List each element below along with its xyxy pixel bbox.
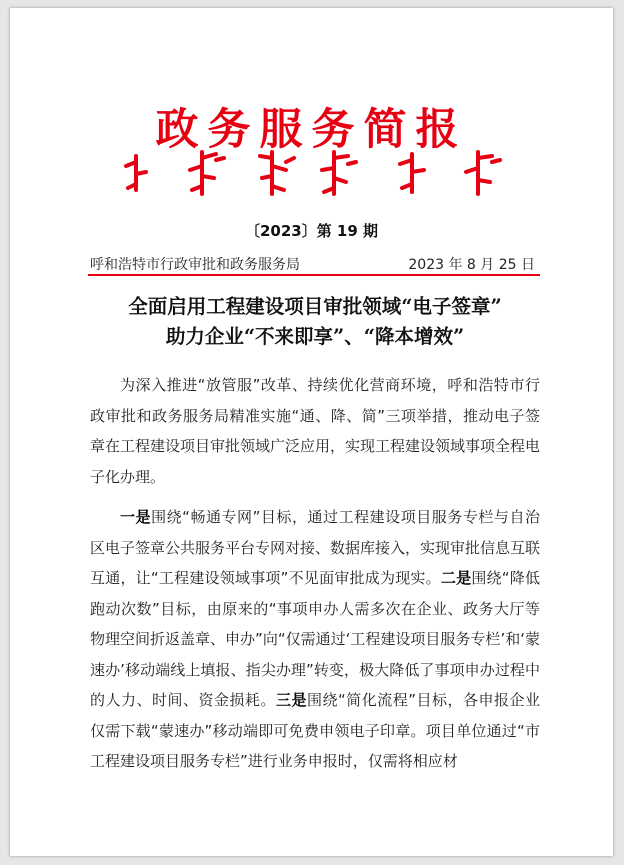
masthead-title: 政务服务简报 (155, 105, 468, 155)
measure-text-1: 围绕“畅通专网”目标，通过工程建设项目服务专栏与自治区电子签章公共服务平台专网对接、数据库接入，实现审批信息互联互通，让“工程建设领域事项”不见面审批成为现实。 (90, 508, 541, 587)
lead-phrase-2: 二是 (440, 569, 472, 587)
mongolian-script-title (122, 148, 512, 198)
lead-phrase-1: 一是 (120, 508, 152, 526)
red-divider (88, 274, 540, 276)
measure-text-2: 围绕“降低跑动次数”目标，由原来的“事项申办人需多次在企业、政务大厅等物理空间折返盖章、申办”向“仅需通过‘工程建设项目服务专栏’和‘蒙速办’移动端线上填报、指尖办理”转变，极大降低了事项申办过程中的人力、时间、资金损耗。 (90, 569, 540, 709)
headline-line-2: 助力企业“不来即享”、“降本增效” (165, 325, 465, 348)
measure-text-3: 围绕“简化流程”目标，各申报企业仅需下载“蒙速办”移动端即可免费申领电子印章。项目单位通过“市工程建设项目服务专栏”进行业务申报时，仅需将相应材 (90, 691, 540, 770)
article-body (90, 370, 540, 777)
paragraph-intro: 为深入推进“放管服”改革、持续优化营商环境，呼和浩特市行政审批和政务服务局精准实施“通、降、简”三项举措，推动电子签章在工程建设项目审批领域广泛应用，实现工程建设领域事项全程电子化办理。 (90, 376, 541, 486)
paragraph-measures (90, 502, 540, 777)
headline-line-1: 全面启用工程建设项目审批领域“电子签章” (128, 295, 502, 318)
document-page (10, 8, 613, 856)
issue-number: 〔2023〕第 19 期 (244, 222, 379, 240)
lead-phrase-3: 三是 (275, 691, 307, 709)
issuer-name: 呼和浩特市行政审批和政务服务局 (90, 257, 300, 273)
headline (70, 292, 560, 352)
issue-date: 2023 年 8 月 25 日 (408, 257, 535, 273)
